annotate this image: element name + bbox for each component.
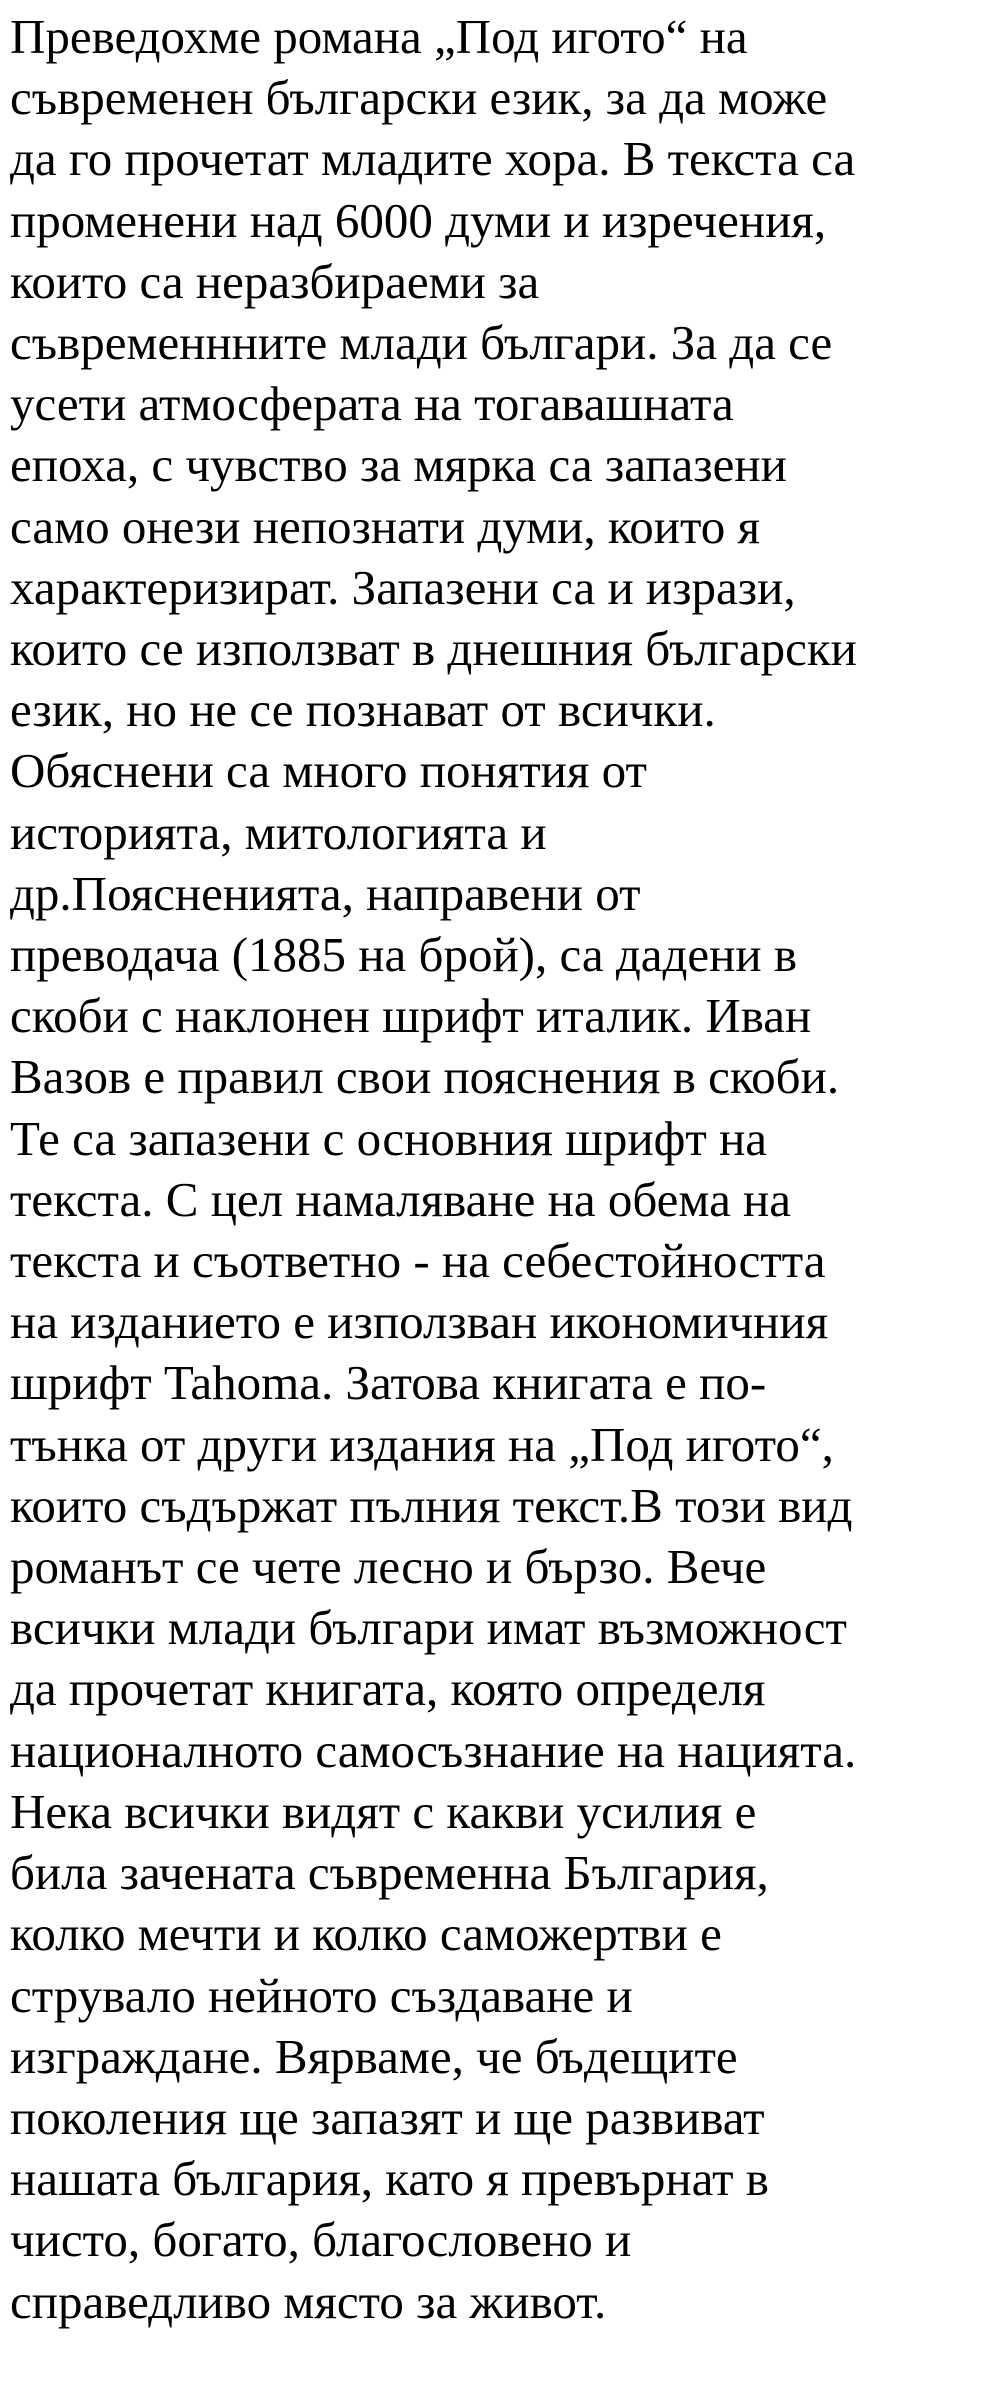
text-line: променени над 6000 думи и изречения, — [10, 192, 827, 248]
text-line: била зачената съвременна България, — [10, 1845, 769, 1901]
text-line: националното самосъзнание на нацията. — [10, 1722, 857, 1778]
body-paragraph — [10, 6, 995, 2332]
text-line: струвало нейното създаване и — [10, 1967, 633, 2023]
text-line: тънка от други издания на „Под игото“, — [10, 1416, 834, 1472]
text-line: историята, митологията и — [10, 804, 547, 860]
text-line: които се използват в днешния български — [10, 621, 857, 677]
text-line: усети атмосферата на тогавашната — [10, 376, 734, 432]
text-line: всички млади българи имат възможност — [10, 1600, 847, 1656]
text-line: характеризират. Запазени са и изрази, — [10, 559, 796, 615]
text-line: др.Поясненията, направени от — [10, 865, 641, 921]
text-line: които съдържат пълния текст.В този вид — [10, 1477, 853, 1533]
text-line: шрифт Tahoma. Затова книгата е по- — [10, 1355, 767, 1411]
text-line: чисто, богато, благословено и — [10, 2212, 632, 2268]
text-line: Вазов е правил свои пояснения в скоби. — [10, 1049, 840, 1105]
text-line: Обяснени са много понятия от — [10, 743, 647, 799]
text-line: само онези непознати думи, които я — [10, 498, 761, 554]
text-line: на изданието е използван икономичния — [10, 1294, 829, 1350]
text-line: да прочетат книгата, която определя — [10, 1661, 766, 1717]
text-line: език, но не се познават от всички. — [10, 682, 716, 738]
text-line: да го прочетат младите хора. В текста са — [10, 131, 856, 187]
text-line: текста. С цел намаляване на обема на — [10, 1171, 792, 1227]
text-line: Нека всички видят с какви усилия е — [10, 1783, 757, 1839]
text-line: скоби с наклонен шрифт италик. Иван — [10, 988, 812, 1044]
text-line: съвременен български език, за да може — [10, 70, 828, 126]
text-line: които са неразбираеми за — [10, 253, 540, 309]
text-line: романът се чете лесно и бързо. Вече — [10, 1539, 767, 1595]
text-line: справедливо място за живот. — [10, 2273, 607, 2329]
text-line: съвременнните млади българи. За да се — [10, 315, 833, 371]
text-line: нашата българия, като я превърнат в — [10, 2151, 769, 2207]
text-line: колко мечти и колко саможертви е — [10, 1906, 722, 1962]
text-line: Те са запазени с основния шрифт на — [10, 1110, 768, 1166]
text-line: епоха, с чувство за мярка са запазени — [10, 437, 787, 493]
text-line: поколения ще запазят и ще развиват — [10, 2089, 765, 2145]
text-line: преводача (1885 на брой), са дадени в — [10, 927, 798, 983]
text-line: текста и съответно - на себестойността — [10, 1233, 826, 1289]
text-line: Преведохме романа „Под игото“ на — [10, 9, 748, 64]
text-line: изграждане. Вярваме, че бъдещите — [10, 2028, 738, 2084]
